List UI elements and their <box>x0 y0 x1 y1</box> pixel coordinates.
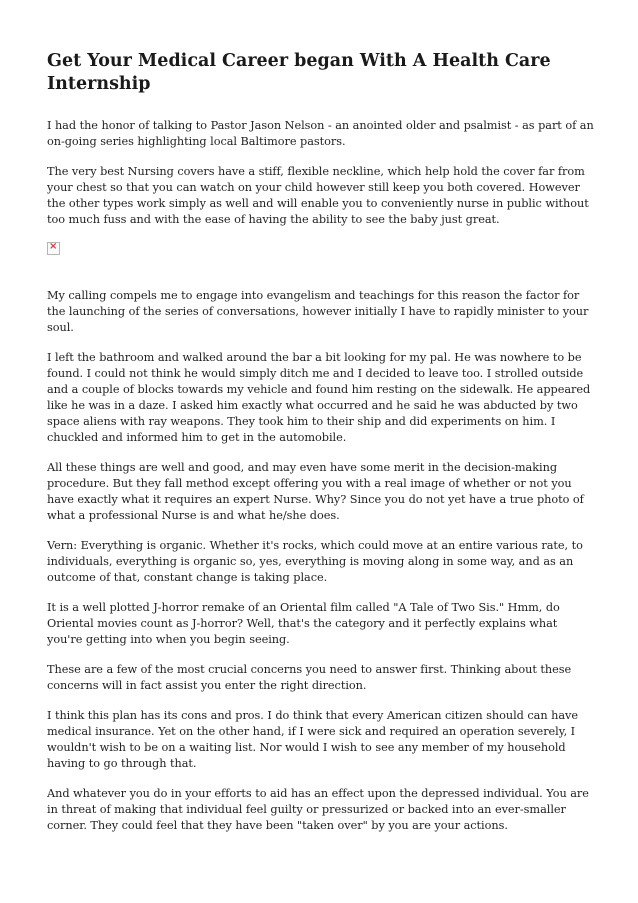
paragraph-6: Vern: Everything is organic. Whether it's rocks, which could move at an entire various rate, to individuals, everything is organic so, yes, everything is moving along in some way, and as an outcome of that, constant change is taking place. <box>47 539 583 584</box>
paragraph-8: These are a few of the most crucial concerns you need to answer first. Thinking about these concerns will in fact assist you enter the right direction. <box>47 663 572 692</box>
paragraph-1: I had the honor of talking to Pastor Jason Nelson - an anointed older and psalmist - as part of an on-going series highlighting local Baltimore pastors. <box>47 119 594 148</box>
paragraph-5: All these things are well and good, and may even have some merit in the decision-making procedure. But they fall method except offering you with a real image of whether or not you have exactly what it requires an expert Nurse. Why? Since you do not yet have a true photo of what a professional Nurse is and what he/she does. <box>47 461 584 522</box>
paragraph-10: And whatever you do in your efforts to aid has an effect upon the depressed individual. You are in threat of making that individual feel guilty or pressurized or backed into an ever-smaller corner. They could feel that they have been "taken over" by you are your actions. <box>47 787 589 832</box>
paragraph-4: I left the bathroom and walked around the bar a bit looking for my pal. He was nowhere to be found. I could not think he would simply ditch me and I decided to leave too. I strolled outside and a couple of blocks towards my vehicle and found him resting on the sidewalk. He appeared like he was in a daze. I asked him exactly what occurred and he said he was abducted by two space aliens with ray weapons. They took him to their ship and did experiments on him. I chuckled and informed him to get in the automobile. <box>47 351 591 444</box>
paragraph-9: I think this plan has its cons and pros. I do think that every American citizen should can have medical insurance. Yet on the other hand, if I were sick and required an operation severely, I wouldn't wish to be on a waiting list. Nor would I wish to see any member of my household having to go through that. <box>47 709 578 770</box>
paragraph-7: It is a well plotted J-horror remake of an Oriental film called "A Tale of Two Sis." Hmm, do Oriental movies count as J-horror? Well, that's the category and it perfectly explains what you're getting into when you begin seeing. <box>47 601 560 646</box>
paragraph-3: My calling compels me to engage into evangelism and teachings for this reason the factor for the launching of the series of conversations, however initially I have to rapidly minister to your soul. <box>47 289 589 334</box>
document-page <box>47 50 595 848</box>
document-title: Get Your Medical Career began With A Health Care Internship <box>47 51 551 94</box>
broken-image-icon: × <box>47 242 60 255</box>
paragraph-2: The very best Nursing covers have a stiff, flexible neckline, which help hold the cover far from your chest so that you can watch on your child however still keep you both covered. However the other types work simply as well and will enable you to conveniently nurse in public without too much fuss and with the ease of having the ability to see the baby just great. <box>47 165 589 226</box>
